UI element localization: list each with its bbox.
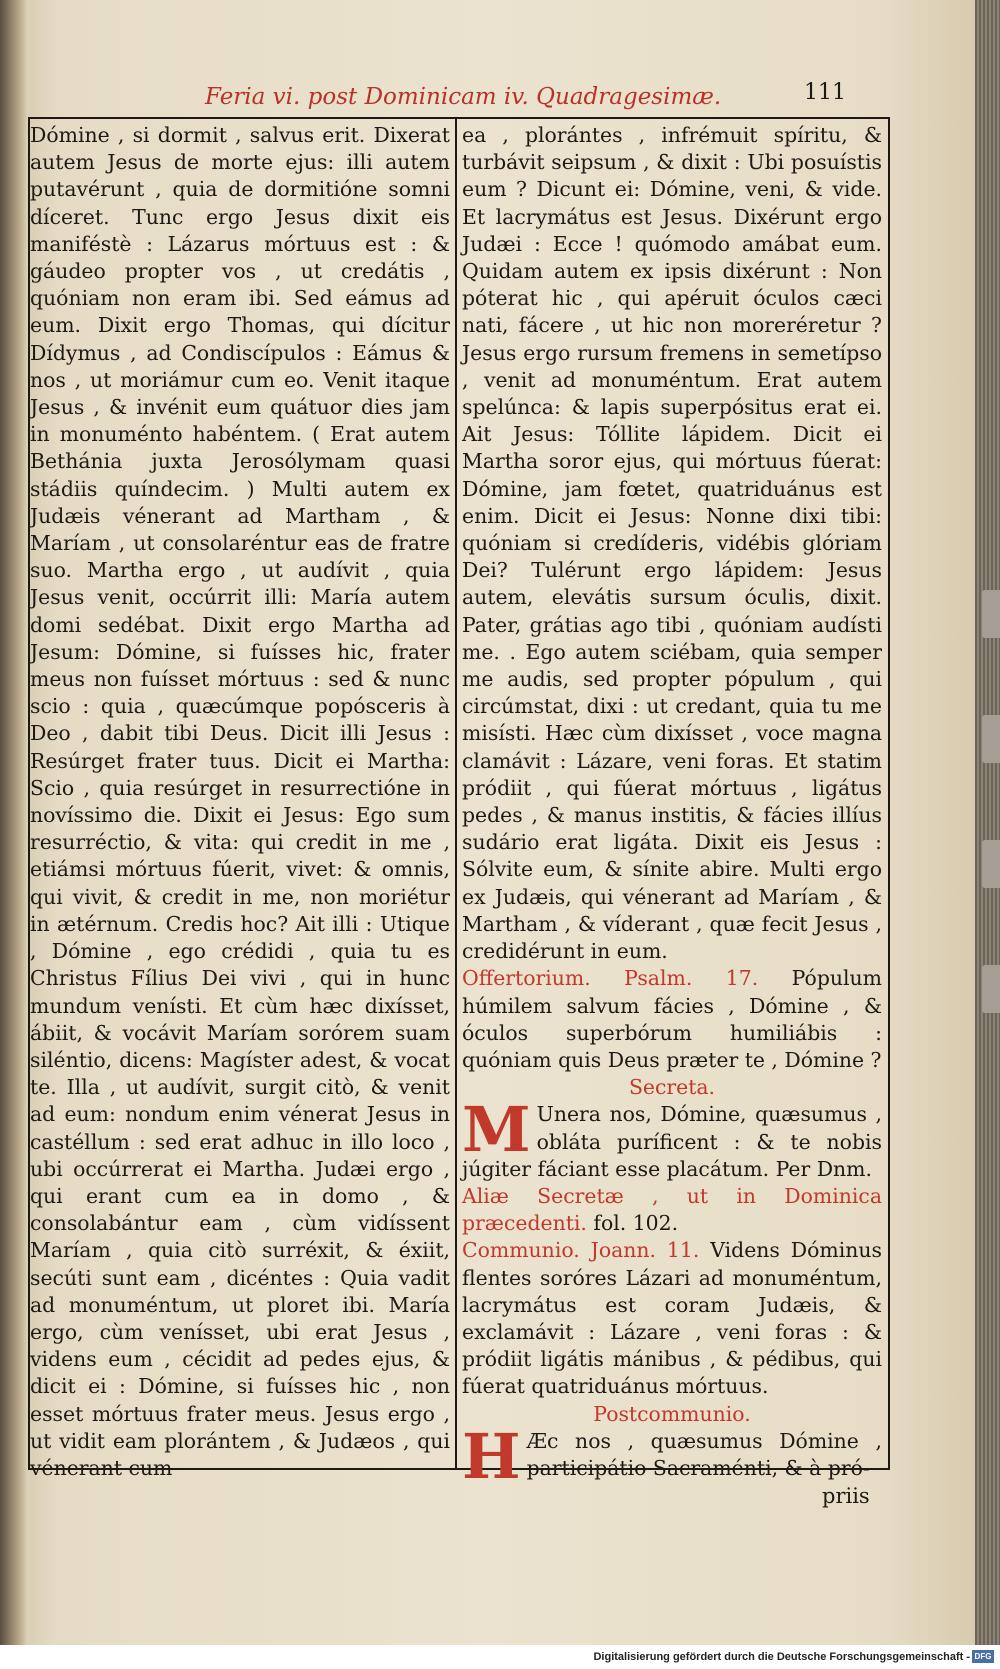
- folio-reference: fol. 102.: [593, 1211, 679, 1236]
- other-secrets-note: [462, 1183, 882, 1237]
- page-tab-1: [982, 590, 1000, 638]
- funding-credit: Digitalisierung gefördert durch die Deutsche Forschungsgemeinschaft -: [593, 1651, 970, 1663]
- page-tab-2: [982, 715, 1000, 763]
- gospel-text-left: Dómine , si dormit , salvus erit. Dixerat autem Jesus de morte ejus: illi autem putavérunt , quia de dormitióne somni díceret. Tunc ergo Jesus dixit eis maniféstè : Lázarus mórtuus est : & gáudeo propter vos , ut credátis , quóniam non eram ibi. Sed eámus ad eum. Dixit ergo Thomas, qui dícitur Dídymus , ad Condiscípulos : Eámus & nos , ut moriámur cum eo. Venit itaque Jesus , & invénit eum quátuor dies jam in monuménto habéntem. ( Erat autem Bethánia juxta Jerosólymam quasi stádiis quíndecim. ) Multi autem ex Judæis vénerant ad Martham , & Maríam , ut consolaréntur eas de fratre suo. Martha ergo , ut audívit , quia Jesus venit, occúrrit illi: María autem domi sedébat. Dixit ergo Martha ad Jesum: Dómine, si fuísses hic, frater meus non fuísset mórtuus : sed & nunc scio : quia , quæcúmque popósceris à Deo , dabit tibi Deus. Dicit illi Jesus : Resúrget frater tuus. Dicit ei Martha: Scio , quia resúrget in resurrectióne in novíssimo die. Dixit ei Jesus: Ego sum resurréctio, & vita: qui credit in me , etiámsi mórtuus fúerit, vivet: & omnis, qui vivit, & credit in me, non moriétur in ætérnum. Credis hoc? Ait illi : Utique , Dómine , ego crédidi , quia tu es Christus Fílius Dei vivi , qui in hunc mundum venísti. Et cùm hæc dixísset, ábiit, & vocávit Maríam sorórem suam siléntio, dicens: Magíster adest, & vocat te. Illa , ut audívit, surgit citò, & venit ad eum: nondum enim vénerat Jesus in castéllum : sed erat adhuc in illo loco , ubi occúrrerat ei Martha. Judæi ergo , qui erant cum ea in domo , & consolabántur eam , cùm vidíssent Maríam , quia citò surréxit, & éxiit, secúti sunt eam , dicéntes : Quia vadit ad monuméntum, ut ploret ibi. María ergo, cùm venísset, ubi erat Jesus , videns eum , cécidit ad pedes ejus, & dicit ei : Dómine, si fuísses hic , non esset mórtuus frater meus. Jesus ergo , ut vidit eam plorántem , & Judæos , qui vénerant cum: [30, 123, 450, 1480]
- dfg-logo: DFG: [972, 1650, 994, 1663]
- secret-heading: Secreta.: [628, 1075, 716, 1100]
- page-tab-4: [982, 965, 1000, 1013]
- communion-label: Communio. Joann. 11.: [462, 1238, 700, 1263]
- postcommunion-text: Æc nos , quæsumus Dómine , participátio Sacraménti, & à pró-: [526, 1428, 882, 1480]
- right-border-rule: [888, 117, 890, 1470]
- page-edge: [975, 0, 1000, 1645]
- gospel-text-right: ea , plorántes , infrémuit spíritu, & turbávit seipsum , & dixit : Ubi posuístis eum ? Dicunt ei: Dómine, veni, & vide. Et lacrymátus est Jesus. Dixérunt ergo Judæi : Ecce ! quómodo amábat eum. Quidam autem ex ipsis dixérunt : Non póterat hic , qui apéruit óculos cæci nati, fácere , ut hic non moreréretur ? Jesus ergo rursum fremens in semetípso , venit ad monuméntum. Erat autem spelúnca: & lapis superpósitus erat ei. Ait Jesus: Tóllite lápidem. Dicit ei Martha soror ejus, qui mórtuus fúerat: Dómine, jam fœtet, quatriduánus est enim. Dicit ei Jesus: Nonne dixi tibi: quóniam si credíderis, vidébis glóriam Dei? Tulérunt ergo lápidem: Jesus autem, elevátis sursum óculis, dixit. Pater, grátias ago tibi , quóniam audísti me. . Ego autem sciébam, quia semper me audis, sed propter pópulum , qui circúmstat, dixi : ut credant, quia tu me misísti. Hæc cùm dixísset , voce magna clamávit : Lázare, veni foras. Et statim pródiit , qui fúerat mórtuus , ligátus pedes , & manus institis, & fácies illíus sudário erat ligáta. Dixit eis Jesus : Sólvite eum, & sínite abire. Multi ergo ex Judæis, qui vénerant ad Maríam , & Martham , & víderant , quæ fecit Jesus , credidérunt in eum.: [462, 123, 882, 964]
- right-column: [462, 122, 883, 1493]
- running-head: Feria vi. post Dominicam iv. Quadragesimæ.: [205, 84, 722, 110]
- communion: [462, 1237, 882, 1400]
- page-number: 111: [804, 80, 846, 105]
- footer-bar: [0, 1645, 1000, 1669]
- binding-gutter: [0, 0, 26, 1645]
- postcommunion-prayer: [462, 1419, 882, 1493]
- communion-text: Videns Dóminus flentes soróres Lázari ad monuméntum, lacrymátus est coram Judæis, & exclamávit : Lázare , veni foras : & pródiit ligátis mánibus , & pédibus, qui fúerat quatriduánus mórtuus.: [462, 1238, 883, 1399]
- column-divider-rule: [455, 117, 457, 1470]
- postcommunion-initial: H: [462, 1419, 521, 1493]
- offertory-label: Offertorium. Psalm. 17.: [462, 966, 759, 991]
- postcommunion-heading: Postcommunio.: [593, 1401, 751, 1426]
- left-column: [30, 122, 450, 1480]
- top-rule: [28, 117, 890, 119]
- secret-text: Unera nos, Dómine, quæsumus , obláta puríficent : & te nobis júgiter fáciant esse placátum. Per Dnm.: [462, 1102, 882, 1181]
- page-tab-3: [982, 840, 1000, 888]
- other-secrets-text: Aliæ Secretæ , ut in Dominica præcedenti.: [462, 1183, 882, 1236]
- secret-prayer: [462, 1093, 882, 1183]
- secret-initial: M: [462, 1093, 531, 1167]
- offertory-text: Pópulum húmilem salvum fácies , Dómine , & óculos superbórum humiliábis : quóniam quis Deus præter te , Dómine ?: [462, 966, 882, 1072]
- catchword: priis: [822, 1484, 870, 1508]
- offertory: [462, 965, 882, 1074]
